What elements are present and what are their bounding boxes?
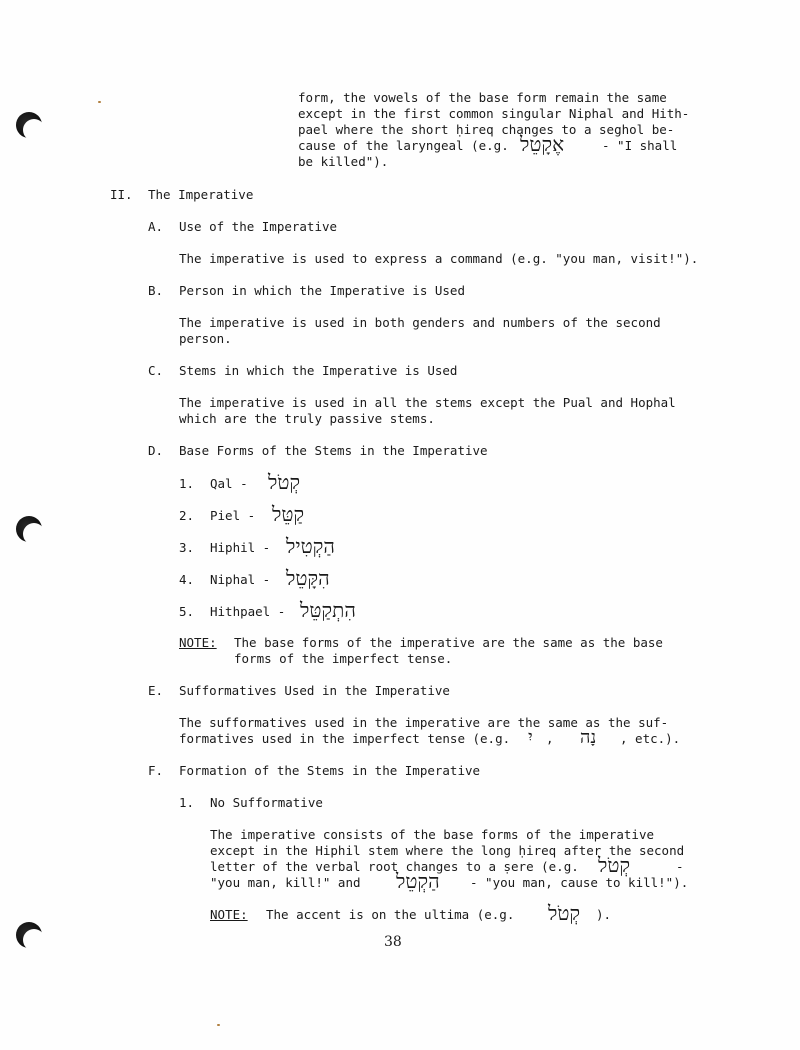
paragraph-line: The imperative is used to express a command (e.g. "you man, visit!").: [179, 251, 699, 266]
continuation-line: except in the first common singular Niphal and Hith-: [298, 106, 690, 121]
binder-hole-icon: [16, 922, 42, 948]
subsection-title: Person in which the Imperative is Used: [179, 283, 465, 298]
list-item-label: Piel -: [210, 508, 256, 523]
paragraph-line: The imperative consists of the base forms of the imperative: [210, 827, 655, 842]
continuation-line: be killed").: [298, 154, 389, 169]
list-item-label: Qal -: [210, 476, 248, 491]
sub-subsection-title: No Sufformative: [210, 795, 323, 810]
subsection-title: Formation of the Stems in the Imperative: [179, 763, 481, 778]
hebrew-word: הַקְטִיל: [286, 534, 335, 558]
subsection-letter: D.: [148, 443, 164, 458]
list-item-number: 2.: [179, 508, 195, 523]
list-item-number: 4.: [179, 572, 195, 587]
section-numeral: II.: [110, 187, 133, 202]
list-item-label: Hiphil -: [210, 540, 271, 555]
list-item-number: 3.: [179, 540, 195, 555]
hebrew-word: קַטֵּל: [272, 502, 305, 526]
binder-hole-icon: [16, 112, 42, 138]
subsection-letter: E.: [148, 683, 164, 698]
note-line: forms of the imperfect tense.: [234, 651, 453, 666]
continuation-line: cause of the laryngeal (e.g.: [298, 138, 509, 153]
subsection-letter: A.: [148, 219, 164, 234]
note-line: The accent is on the ultima (e.g.: [266, 907, 515, 922]
paragraph-line: The sufformatives used in the imperative are the same as the suf-: [179, 715, 669, 730]
note-line: ).: [596, 907, 612, 922]
hebrew-word: הִקָּטֵל: [286, 566, 330, 590]
paragraph-line: person.: [179, 331, 232, 346]
subsection-title: Sufformatives Used in the Imperative: [179, 683, 450, 698]
subsection-letter: F.: [148, 763, 164, 778]
paragraph-line: except in the Hiphil stem where the long ḥireq after the second: [210, 843, 685, 858]
paper-speck: [217, 1024, 220, 1026]
subsection-letter: B.: [148, 283, 164, 298]
section-title: The Imperative: [148, 187, 254, 202]
paragraph-line: The imperative is used in all the stems except the Pual and Hophal: [179, 395, 676, 410]
hebrew-word: הַקְטֵל: [396, 869, 440, 893]
subsection-title: Use of the Imperative: [179, 219, 338, 234]
hebrew-suffix: נָה: [580, 727, 597, 748]
hebrew-word: קְטֹל: [268, 470, 301, 494]
paragraph-line: formatives used in the imperfect tense (e.g.: [179, 731, 511, 746]
list-item-number: 1.: [179, 476, 195, 491]
note-label: NOTE:: [179, 635, 217, 650]
subsection-title: Base Forms of the Stems in the Imperative: [179, 443, 488, 458]
hebrew-word: אֶקָטֵל: [520, 132, 565, 156]
subsection-letter: C.: [148, 363, 164, 378]
list-item-number: 5.: [179, 604, 195, 619]
hebrew-word: הִתְקַטֵּל: [300, 598, 356, 622]
paragraph-line: "you man, kill!" and: [210, 875, 361, 890]
hebrew-word: קְטֹל: [598, 853, 631, 877]
note-line: The base forms of the imperative are the same as the base: [234, 635, 663, 650]
continuation-line: - "I shall: [602, 138, 678, 153]
subsection-title: Stems in which the Imperative is Used: [179, 363, 458, 378]
paragraph-line: , etc.).: [620, 731, 681, 746]
paragraph-line: The imperative is used in both genders and numbers of the second: [179, 315, 661, 330]
paragraph-line: - "you man, cause to kill!").: [470, 875, 689, 890]
note-label: NOTE:: [210, 907, 248, 922]
paper-speck: [98, 101, 101, 103]
list-item-number: 1.: [179, 795, 195, 810]
list-item-label: Niphal -: [210, 572, 271, 587]
list-item-label: Hithpael -: [210, 604, 286, 619]
page-number: 38: [384, 934, 402, 950]
continuation-line: pael where the short ḥireq changes to a seghol be-: [298, 122, 675, 137]
paragraph-line: letter of the verbal root changes to a ṣere (e.g.: [210, 859, 579, 874]
paragraph-line: -: [676, 859, 684, 874]
binder-hole-icon: [16, 516, 42, 542]
separator-comma: ,: [546, 731, 562, 746]
paragraph-line: which are the truly passive stems.: [179, 411, 435, 426]
continuation-line: form, the vowels of the base form remain the same: [298, 90, 667, 105]
hebrew-suffix: יִ: [528, 727, 533, 748]
hebrew-word: קְטֹל: [548, 901, 581, 925]
